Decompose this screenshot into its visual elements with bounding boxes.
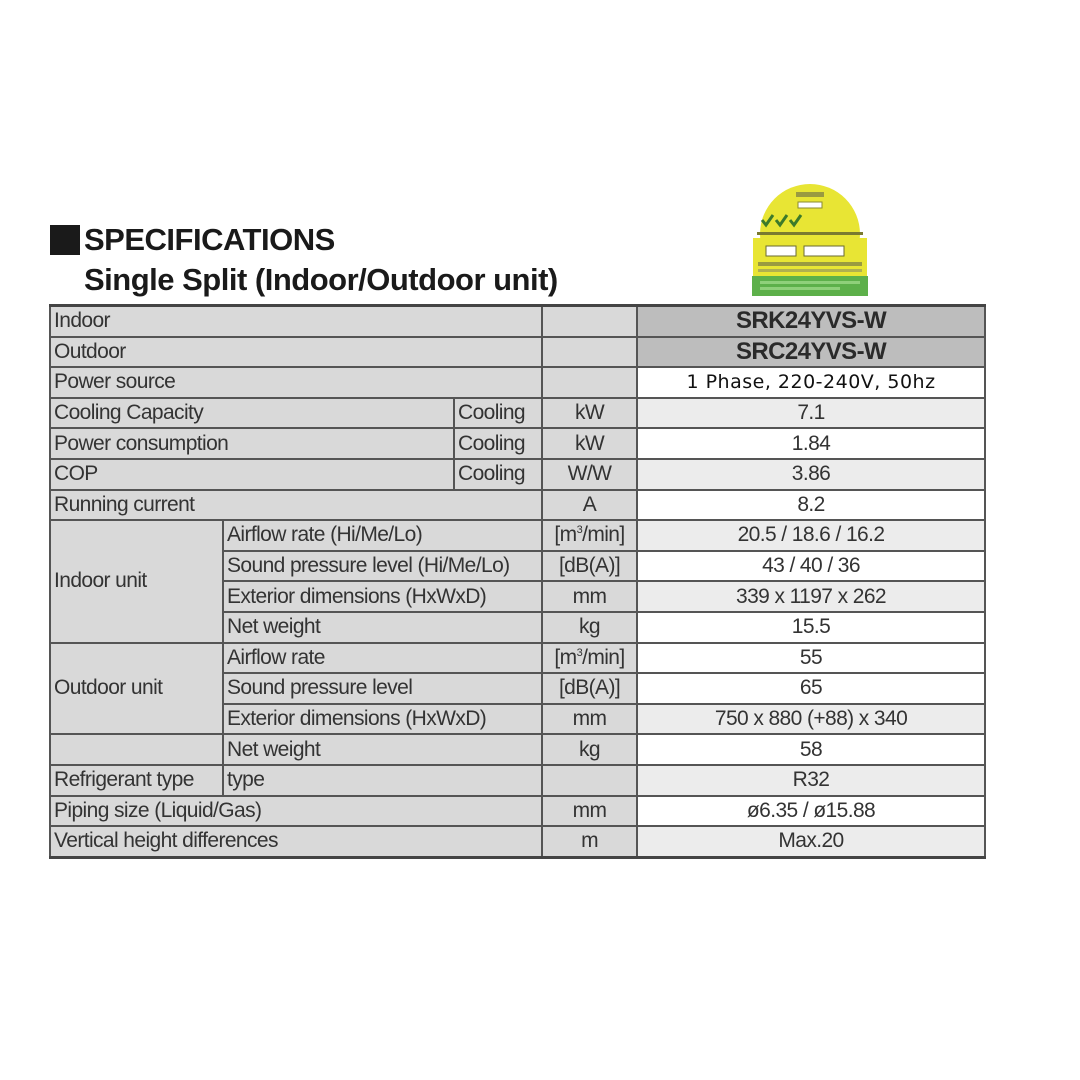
unit-cell: mm — [542, 796, 637, 827]
value-cell: 8.2 — [637, 490, 985, 521]
unit-cell: [dB(A)] — [542, 673, 637, 704]
unit-cell: [dB(A)] — [542, 551, 637, 582]
table-row — [50, 306, 985, 337]
unit-cell: kW — [542, 398, 637, 429]
value-cell: 7.1 — [637, 398, 985, 429]
unit-sup: 3 — [576, 646, 583, 659]
value-cell: 43 / 40 / 36 — [637, 551, 985, 582]
row-label: COP — [50, 459, 454, 490]
unit-cell: mm — [542, 581, 637, 612]
unit-cell — [542, 306, 637, 337]
group-label: Outdoor unit — [50, 643, 223, 735]
spec-header — [50, 222, 558, 298]
row-label: Net weight — [223, 612, 542, 643]
table-row — [50, 734, 985, 765]
row-sublabel: type — [223, 765, 542, 796]
table-row — [50, 398, 985, 429]
row-label: Exterior dimensions (HxWxD) — [223, 581, 542, 612]
black-square-icon — [50, 225, 80, 255]
unit-cell — [542, 765, 637, 796]
page-title: SPECIFICATIONS — [84, 222, 335, 257]
value-cell: 65 — [637, 673, 985, 704]
energy-label-icon — [752, 182, 868, 296]
table-row — [50, 643, 985, 674]
table-row — [50, 459, 985, 490]
value-cell: 1.84 — [637, 428, 985, 459]
unit-post: /min] — [582, 645, 625, 669]
row-label: Outdoor — [50, 337, 542, 368]
table-row — [50, 490, 985, 521]
specifications-table — [49, 304, 986, 859]
unit-cell — [542, 643, 637, 674]
table-row — [50, 428, 985, 459]
row-label: Power consumption — [50, 428, 454, 459]
value-cell: R32 — [637, 765, 985, 796]
value-cell: 339 x 1197 x 262 — [637, 581, 985, 612]
group-label: Indoor unit — [50, 520, 223, 642]
value-cell: ø6.35 / ø15.88 — [637, 796, 985, 827]
table-row — [50, 520, 985, 551]
power-source-value: 1 Phase, 220-240V, 50hz — [637, 367, 985, 398]
value-cell: 55 — [637, 643, 985, 674]
unit-cell: mm — [542, 704, 637, 735]
row-label: Refrigerant type — [50, 765, 223, 796]
outdoor-model: SRC24YVS-W — [637, 337, 985, 368]
table-row — [50, 337, 985, 368]
page-subtitle: Single Split (Indoor/Outdoor unit) — [84, 262, 558, 297]
mode-cell: Cooling — [454, 398, 542, 429]
row-label: Sound pressure level (Hi/Me/Lo) — [223, 551, 542, 582]
value-cell: 3.86 — [637, 459, 985, 490]
row-label: Sound pressure level — [223, 673, 542, 704]
unit-pre: [m — [554, 523, 577, 547]
value-cell: Max.20 — [637, 826, 985, 857]
row-label: Net weight — [223, 734, 542, 765]
row-label: Exterior dimensions (HxWxD) — [223, 704, 542, 735]
row-label: Airflow rate (Hi/Me/Lo) — [223, 520, 542, 551]
unit-cell — [542, 367, 637, 398]
value-cell: 750 x 880 (+88) x 340 — [637, 704, 985, 735]
row-label: Vertical height differences — [50, 826, 542, 857]
mode-cell: Cooling — [454, 428, 542, 459]
unit-pre: [m — [554, 645, 577, 669]
unit-sup: 3 — [576, 524, 583, 537]
unit-cell: m — [542, 826, 637, 857]
table-row — [50, 826, 985, 857]
table-row — [50, 796, 985, 827]
unit-cell: W/W — [542, 459, 637, 490]
row-label: Cooling Capacity — [50, 398, 454, 429]
indoor-model: SRK24YVS-W — [637, 306, 985, 337]
title-row — [50, 222, 558, 258]
unit-cell: kg — [542, 612, 637, 643]
row-label: Power source — [50, 367, 542, 398]
row-label: Indoor — [50, 306, 542, 337]
value-cell: 15.5 — [637, 612, 985, 643]
empty-cell — [50, 734, 223, 765]
unit-cell: A — [542, 490, 637, 521]
row-label: Airflow rate — [223, 643, 542, 674]
mode-cell: Cooling — [454, 459, 542, 490]
table-row — [50, 367, 985, 398]
row-label: Piping size (Liquid/Gas) — [50, 796, 542, 827]
unit-post: /min] — [582, 523, 625, 547]
unit-cell: kW — [542, 428, 637, 459]
value-cell: 58 — [637, 734, 985, 765]
row-label: Running current — [50, 490, 542, 521]
unit-cell: kg — [542, 734, 637, 765]
value-cell: 20.5 / 18.6 / 16.2 — [637, 520, 985, 551]
table-row — [50, 765, 985, 796]
unit-cell — [542, 337, 637, 368]
unit-cell — [542, 520, 637, 551]
